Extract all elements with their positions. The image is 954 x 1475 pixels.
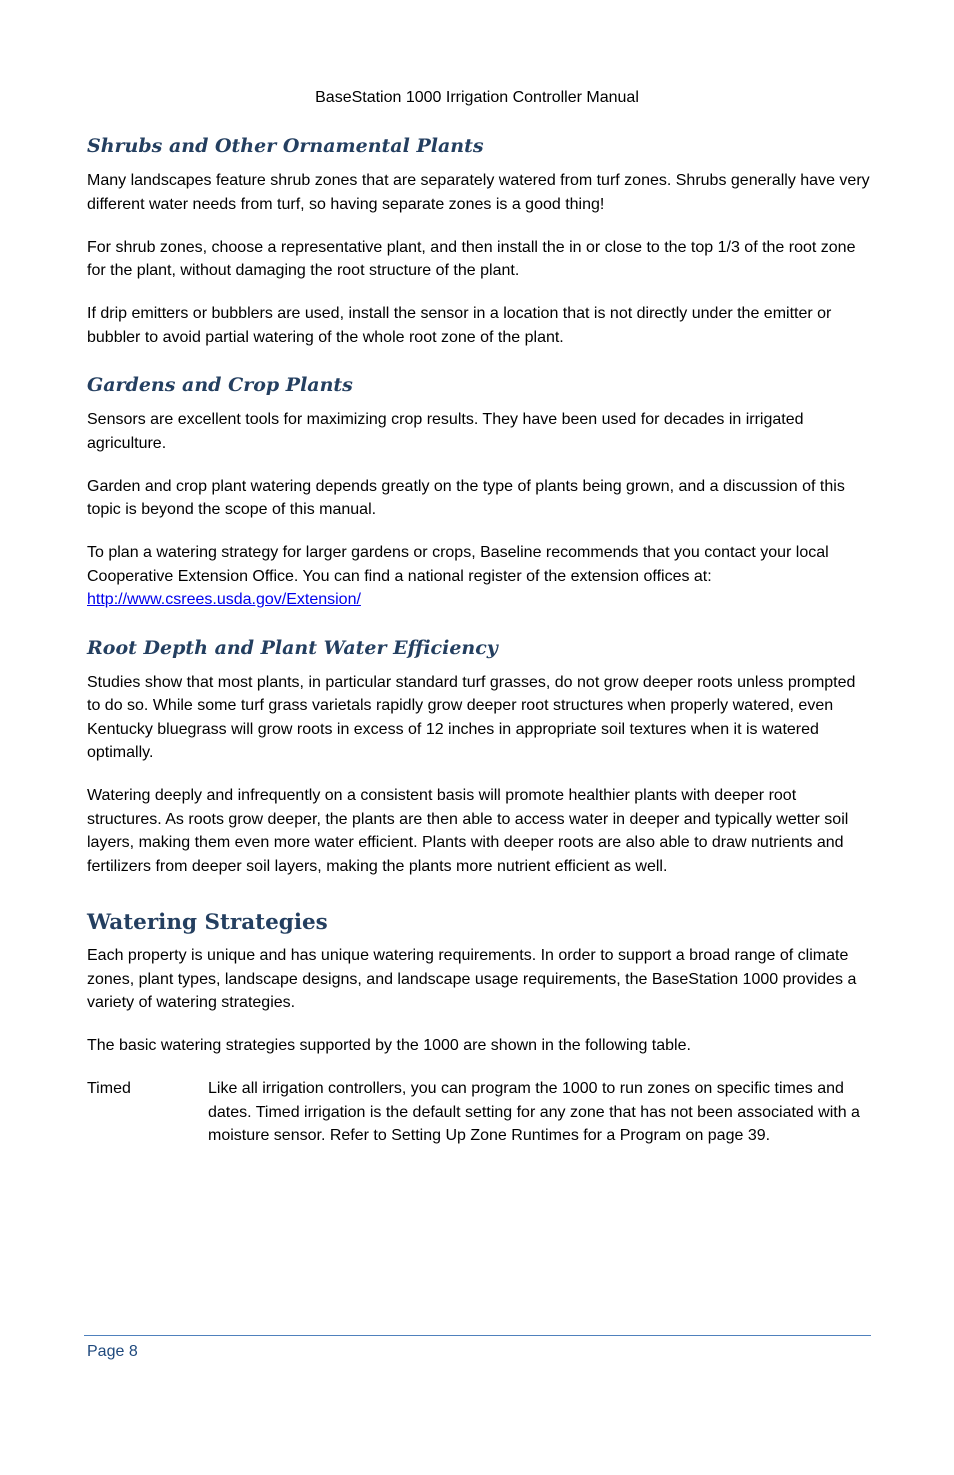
shrubs-heading: Shrubs and Other Ornamental Plants xyxy=(87,135,484,157)
gardens-paragraph-3 xyxy=(87,541,871,612)
strategy-row-timed xyxy=(87,1077,871,1148)
shrubs-paragraph-1: Many landscapes feature shrub zones that are separately watered from turf zones. Shrubs generally have very different water needs from turf, so having separate zones is a good thing! xyxy=(87,172,870,213)
footer-divider xyxy=(84,1335,871,1336)
gardens-heading: Gardens and Crop Plants xyxy=(87,374,353,396)
shrubs-paragraph-2: For shrub zones, choose a representative plant, and then install the in or close to the top 1/3 of the root zone for the plant, without damaging the root structure of the plant. xyxy=(87,238,856,279)
gardens-paragraph-1: Sensors are excellent tools for maximizing crop results. They have been used for decades in irrigated agriculture. xyxy=(87,411,804,452)
strategy-term: Timed xyxy=(87,1080,131,1097)
root-depth-paragraph-2: Watering deeply and infrequently on a consistent basis will promote healthier plants with deeper root structures. As roots grow deeper, the plants are then able to access water in deeper and typically wetter soil layers, making them even more water efficient. Plants with deeper roots are also able to draw nutrients and fertilizers from deeper soil layers, making the plants more nutrient efficient as well. xyxy=(87,787,849,875)
page-number: Page 8 xyxy=(87,1343,138,1360)
watering-paragraph-2: The basic watering strategies supported by the 1000 are shown in the following table. xyxy=(87,1037,691,1054)
root-depth-paragraph-1: Studies show that most plants, in particular standard turf grasses, do not grow deeper roots unless prompted to do so. While some turf grass varietals rapidly grow deeper root structures when properly watered, even Kentucky bluegrass will grow roots in excess of 12 inches in appropriate soil textures when it is watered optimally. xyxy=(87,673,856,761)
gardens-paragraph-2: Garden and crop plant watering depends greatly on the type of plants being grown, and a discussion of this topic is beyond the scope of this manual. xyxy=(87,477,845,518)
page-content xyxy=(87,133,871,1148)
gardens-paragraph-3-text: To plan a watering strategy for larger gardens or crops, Baseline recommends that you contact your local Cooperative Extension Office. You can find a national register of the extension offices at: xyxy=(87,544,829,585)
watering-strategies-heading: Watering Strategies xyxy=(87,910,328,935)
extension-offices-link[interactable]: http://www.csrees.usda.gov/Extension/ xyxy=(87,591,361,608)
strategy-description: Like all irrigation controllers, you can program the 1000 to run zones on specific times and dates. Timed irrigation is the default setting for any zone that has not been associated with a moisture sensor. Refer to Setting Up Zone Runtimes for a Program on page 39. xyxy=(208,1080,860,1144)
watering-paragraph-1: Each property is unique and has unique watering requirements. In order to support a broad range of climate zones, plant types, landscape designs, and landscape usage requirements, the BaseStation 1000 provides a variety of watering strategies. xyxy=(87,947,857,1011)
shrubs-paragraph-3: If drip emitters or bubblers are used, install the sensor in a location that is not directly under the emitter or bubbler to avoid partial watering of the whole root zone of the plant. xyxy=(87,305,832,346)
root-depth-heading: Root Depth and Plant Water Efficiency xyxy=(87,636,498,659)
running-header: BaseStation 1000 Irrigation Controller Manual xyxy=(315,89,639,106)
